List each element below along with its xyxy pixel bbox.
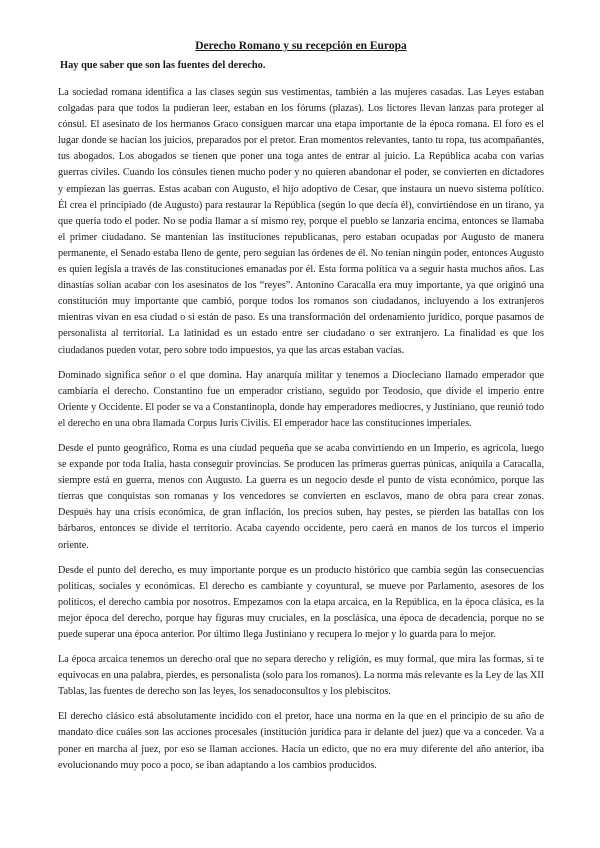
document-page	[58, 30, 544, 783]
paragraph-geography: Desde el punto geográfico, Roma es una ciudad pequeña que se acaba convirtiendo en un Imperio, es agrícola, luego se expande por toda Italia, hasta conseguir provincias. Se producen las primeras guerras púnicas, aniquila a Caracalla, siempre está en guerra, menos con Augusto. La guerra es un negocio desde el punto de vista económico, porque las tierras que conquistas son romanas y los vencedores se convierten en esclavos, mano de obra para crear zonas. Después hay una crisis económica, de gran inflación, los precios suben, hay pestes, se pierden las batallas con los bárbaros, entonces se divide el territorio. Acaba cayendo occidente, pero caerá en manos de los turcos el imperio oriente.	[58, 442, 544, 551]
document-title: Derecho Romano y su recepción en Europa	[195, 40, 407, 52]
paragraph-law-history: Desde el punto del derecho, es muy importante porque es un producto histórico que cambia según las consecuencias políticas, sociales y económicas. El derecho es cambiante y coyuntural, se mueve por Parlamento, asesores de los políticos, el derecho cambia por nosotros. Empezamos con la etapa arcaica, en la República, en la época clásica, es la mejor época del derecho, porque hay figuras muy cruciales, en la posclásica, una época de decadencia, porque no se puede superar una época anterior. Por último llega Justiniano y recupera lo mejor y lo guarda para lo mejor.	[58, 564, 544, 640]
paragraph-classical-law: El derecho clásico está absolutamente incidido con el pretor, hace una norma en la que en el principio de su año de mandato dice cuáles son las acciones procesales (institución jurídica para ir delante del juez) que va a conceder. Va a poner en marcha al juez, por eso se llaman acciones. Hacía un edicto, que no era muy diferente del año anterior, iba evolucionando muy poco a poco, se iban adaptando a los cambios producidos.	[58, 711, 544, 771]
paragraph-roman-society: La sociedad romana identifica a las clases según sus vestimentas, también a las mujeres casadas. Las Leyes estaban colgadas para que todos la pudieran leer, estaban en los fórums (plazas). Los lictores llevan lanzas para proteger al cónsul. El asesinato de los hermanos Graco consiguen marcar una etapa importante de la época romana. El foro es el lugar donde se hacían los juicios, preparados por el pretor. Eran momentos relevantes, tanto tu ropa, tus acompañantes, tus abogados. Los abogados se tienen que poner una toga antes de entrar al juicio. La República acaba con varias guerras civiles. Cuando los cónsules tienen mucho poder y no quieren abandonar el poder, se convierten en dictadores y empiezan las guerras. Estas acaban con Augusto, el hijo adoptivo de Cesar, que instaura un nuevo sistema político. Él crea el principiado (de Augusto) para restaurar la República (según lo que decía él), convirtiéndose en un tirano, ya que quería todo el poder. No se podía llamar a sí mismo rey, porque el pueblo se lanzaría encima, entonces se llamaba el primer ciudadano. Se mantenían las instituciones republicanas, pero estaban ocupadas por Augusto de manera permanente, el Senado estaba lleno de gente, pero seguían las órdenes de él. No tenían ningún poder, entonces Augusto es quien legisla a través de las constituciones emanadas por él. Esta forma política va a seguir hasta muchos años. Las dinastías solían acabar con los asesinatos de los “reyes”. Antonino Caracalla era muy importante, ya que originó una constitución muy importante que cambió, porque todos los romanos son ciudadanos, incluyendo a los extranjeros mientras vivan en esa ciudad o si están de paso. Es una transformación del ordenamiento jurídico, porque pasamos de personalista al territorial. La latinidad es un estado entre ser ciudadano o ser extranjero. La finalidad es que los ciudadanos pueden votar, pero sobre todo impuestos, ya que las arcas estaban vacías.	[58, 87, 544, 356]
paragraph-archaic-period: La época arcaica tenemos un derecho oral que no separa derecho y religión, es muy formal, que mira las formas, si te equivocas en una palabra, pierdes, es personalista (solo para los romanos). La norma más relevante es la Ley de las XII Tablas, las fuentes de derecho son las leyes, los senadoconsultos y los plebiscitos.	[58, 654, 544, 698]
paragraph-dominado: Dominado significa señor o el que domina. Hay anarquía militar y tenemos a Diocleciano llamado emperador que cambiaría el derecho. Constantino fue un emperador cristiano, seguido por Teodosio, que divide el imperio entre Oriente y Occidente. El poder se va a Constantinopla, donde hay emperadores mediocres, y Justiniano, que reunió todo el derecho en una obra llamada Corpus Iuris Civilis. El emperador hace las constituciones imperiales.	[58, 369, 544, 429]
document-subtitle: Hay que saber que son las fuentes del derecho.	[60, 60, 266, 71]
